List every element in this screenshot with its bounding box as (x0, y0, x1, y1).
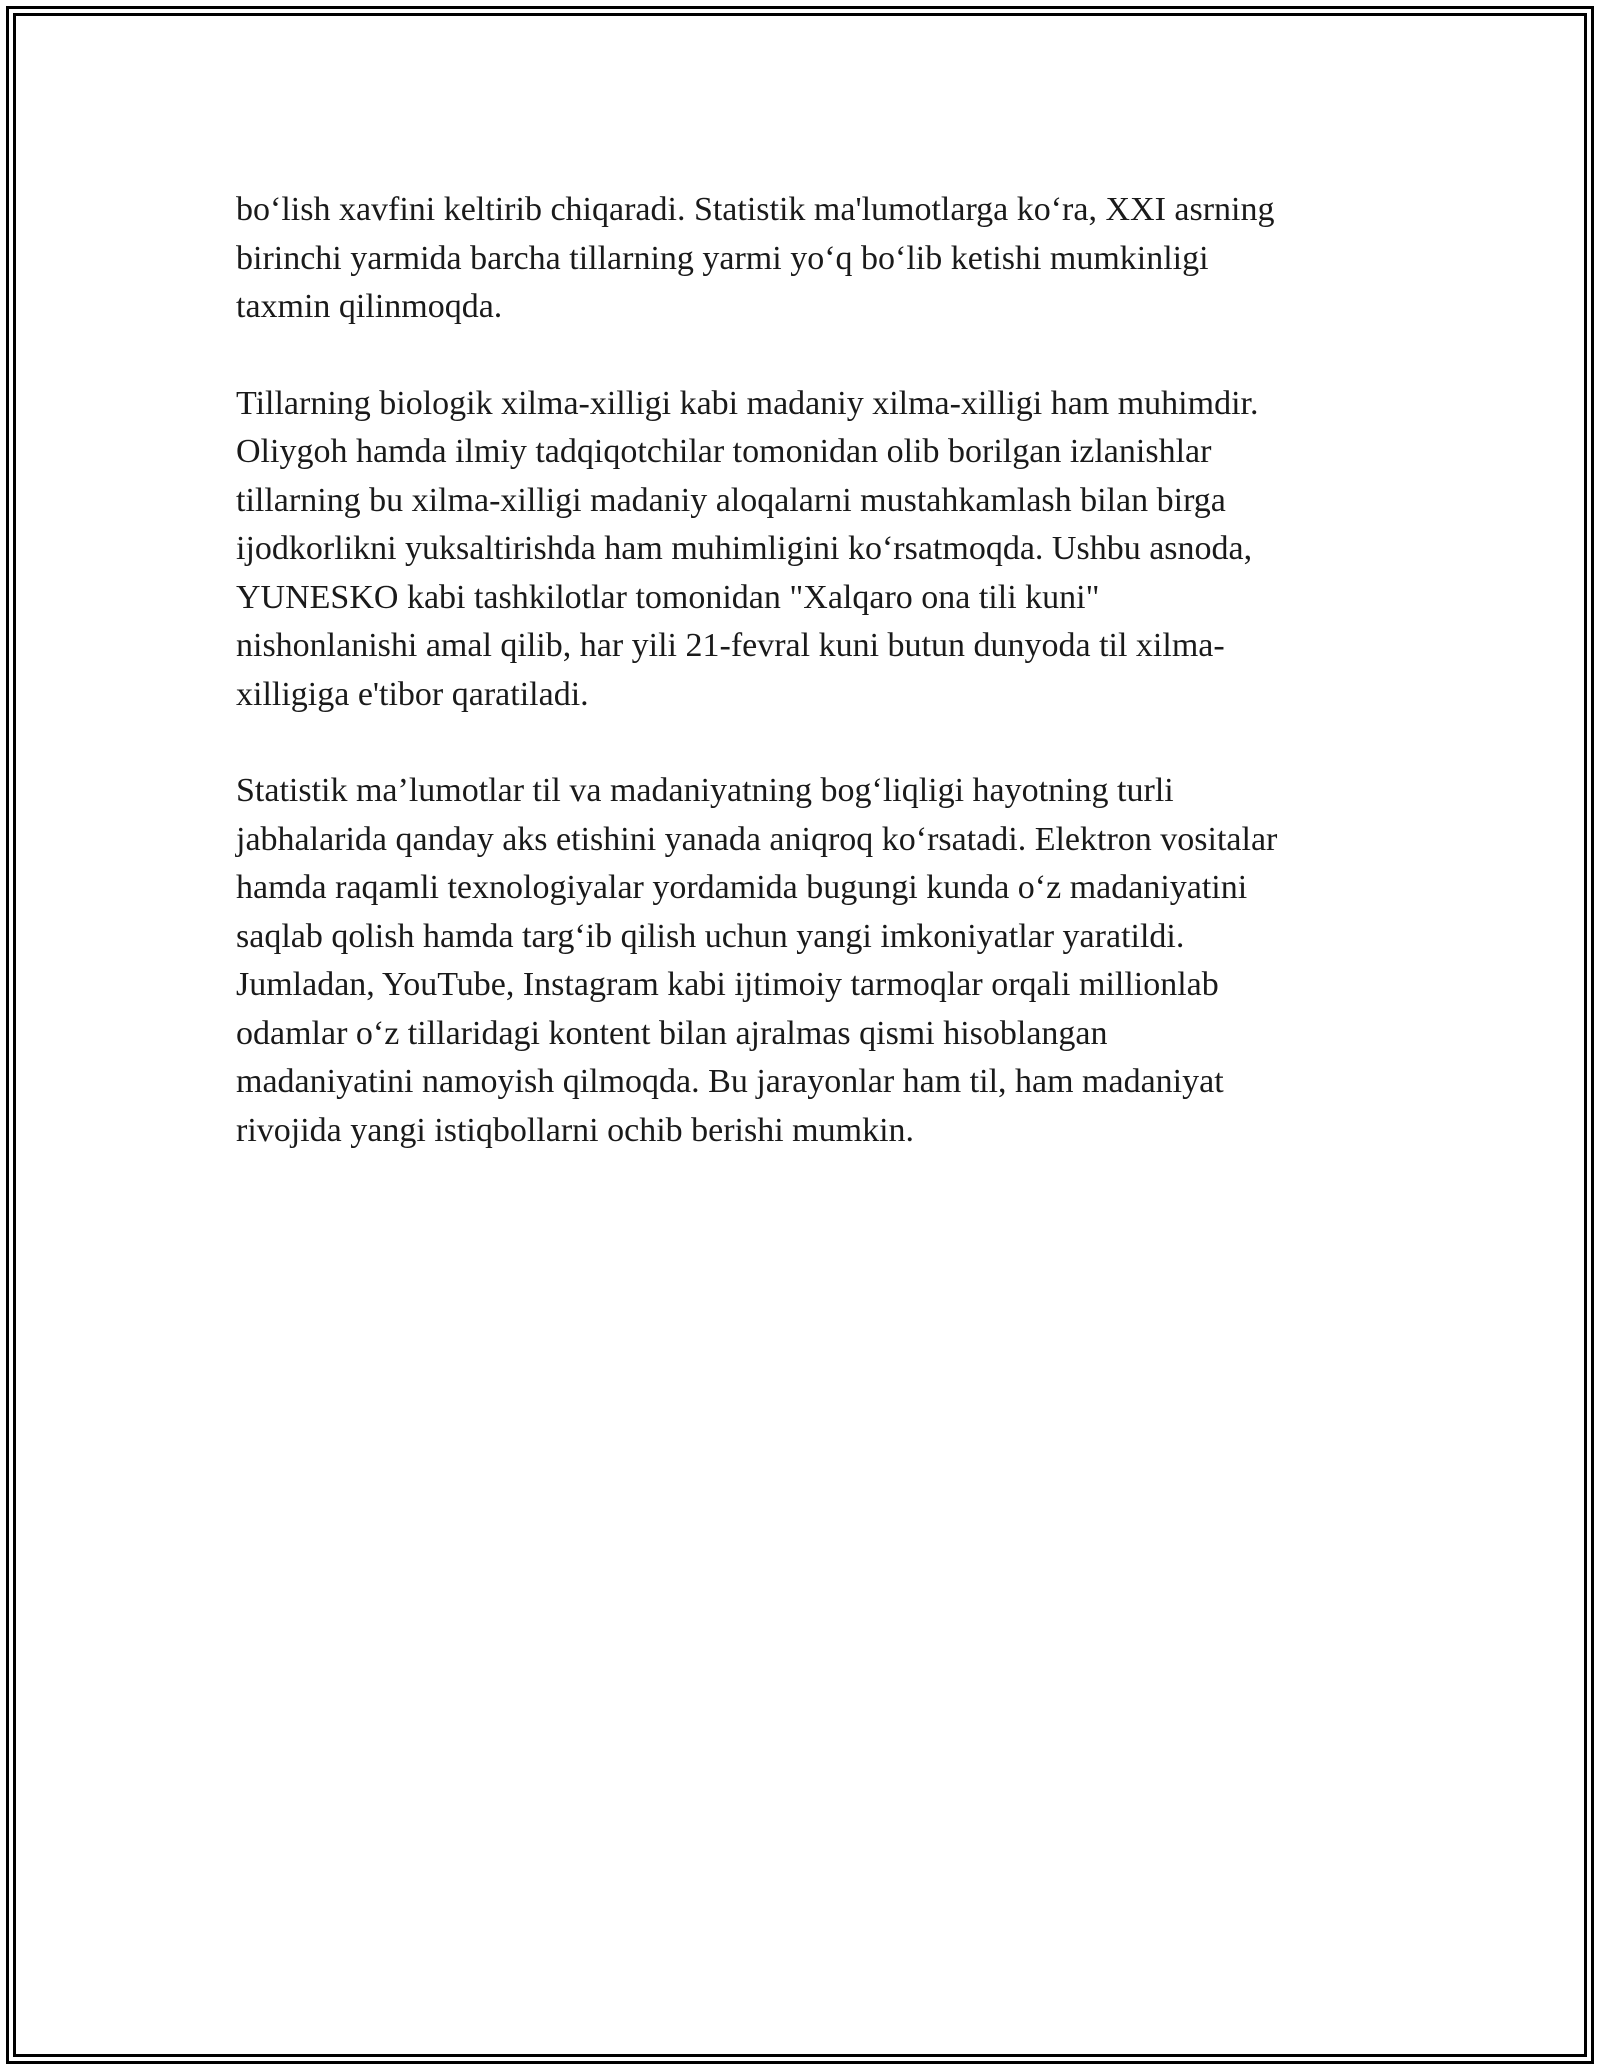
paragraph-3 (236, 767, 1376, 1155)
text-line: taxmin qilinmoqda. (236, 288, 503, 325)
paragraph-2 (236, 380, 1376, 720)
text-line: Statistik ma’lumotlar til va madaniyatning bog‘liqligi hayotning turli (236, 772, 1174, 809)
text-line: bo‘lish xavfini keltirib chiqaradi. Statistik ma'lumotlarga ko‘ra, XXI asrning (236, 191, 1275, 228)
text-line: ijodkorlikni yuksaltirishda ham muhimligini ko‘rsatmoqda. Ushbu asnoda, (236, 530, 1253, 567)
text-line: tillarning bu xilma-xilligi madaniy aloqalarni mustahkamlash bilan birga (236, 481, 1226, 519)
text-line: jabhalarida qanday aks etishini yanada aniqroq ko‘rsatadi. Elektron vositalar (236, 820, 1278, 858)
text-line: nishonlanishi amal qilib, har yili 21-fevral kuni butun dunyoda til xilma- (236, 627, 1225, 664)
text-line: birinchi yarmida barcha tillarning yarmi yo‘q bo‘lib ketishi mumkinligi (236, 239, 1209, 277)
text-line: rivojida yangi istiqbollarni ochib berishi mumkin. (236, 1111, 915, 1149)
text-line: hamda raqamli texnologiyalar yordamida bugungi kunda o‘z madaniyatini (236, 869, 1248, 906)
paragraph-1 (236, 186, 1376, 332)
text-line: madaniyatini namoyish qilmoqda. Bu jarayonlar ham til, ham madaniyat (236, 1063, 1224, 1100)
text-line: Oliygoh hamda ilmiy tadqiqotchilar tomonidan olib borilgan izlanishlar (236, 433, 1212, 470)
text-line: Tillarning biologik xilma-xilligi kabi madaniy xilma-xilligi ham muhimdir. (236, 384, 1259, 422)
document-body (236, 186, 1376, 1203)
text-line: Jumladan, YouTube, Instagram kabi ijtimoiy tarmoqlar orqali millionlab (236, 966, 1219, 1003)
text-line: YUNESKO kabi tashkilotlar tomonidan "Xalqaro ona tili kuni" (236, 578, 1100, 616)
text-line: xilligiga e'tibor qaratiladi. (236, 675, 589, 713)
text-line: saqlab qolish hamda targ‘ib qilish uchun yangi imkoniyatlar yaratildi. (236, 917, 1185, 955)
text-line: odamlar o‘z tillaridagi kontent bilan ajralmas qismi hisoblangan (236, 1014, 1108, 1052)
